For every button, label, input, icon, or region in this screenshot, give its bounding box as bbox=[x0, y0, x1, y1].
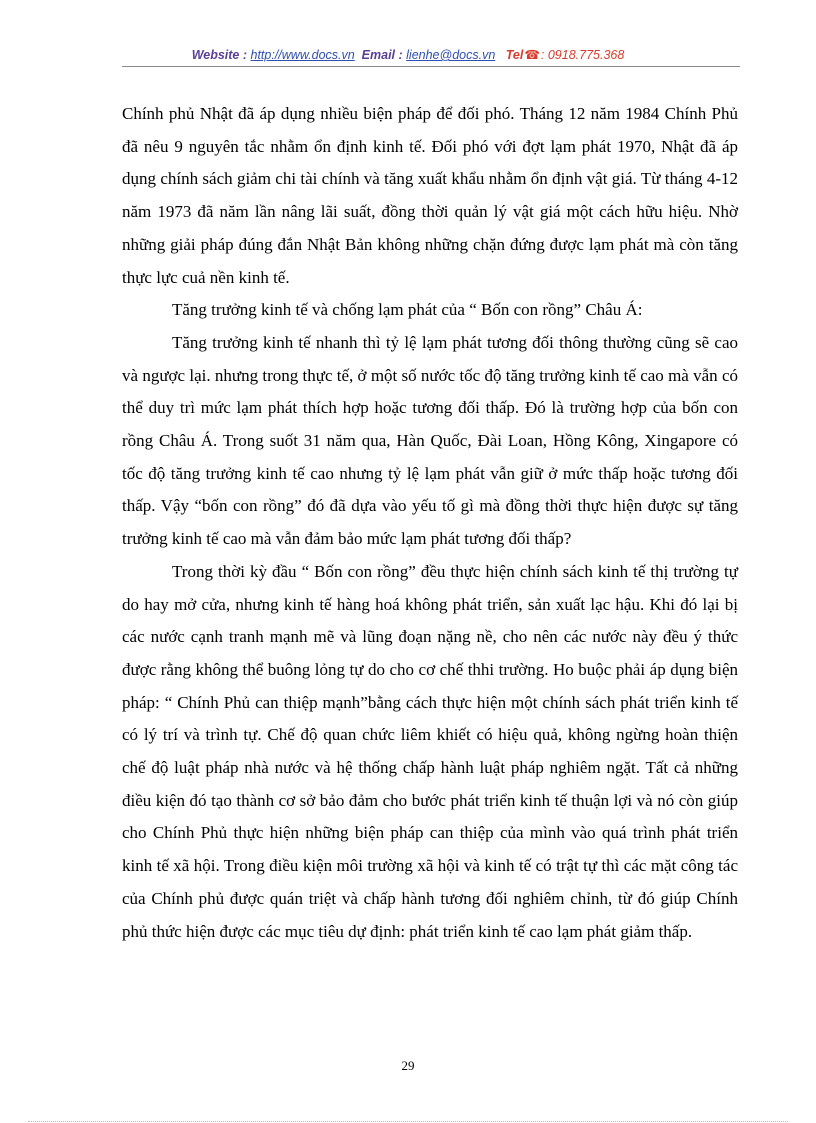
phone-icon: ☎ bbox=[524, 48, 540, 62]
website-label: Website bbox=[191, 48, 240, 62]
page-bottom-border bbox=[28, 1121, 788, 1122]
tel-label: Tel bbox=[505, 48, 524, 62]
header-divider bbox=[122, 66, 740, 67]
document-body bbox=[122, 98, 738, 948]
tel-number: : 0918.775.368 bbox=[540, 48, 625, 62]
section-heading: Tăng trưởng kinh tế và chống lạm phát của “ Bốn con rồng” Châu Á: bbox=[172, 300, 643, 320]
email-link[interactable]: lienhe@docs.vn bbox=[406, 48, 496, 62]
email-separator: : bbox=[395, 48, 407, 62]
page-number: 29 bbox=[401, 1058, 415, 1073]
email-label: Email bbox=[361, 48, 396, 62]
page-header bbox=[0, 46, 816, 64]
website-separator: : bbox=[239, 48, 251, 62]
body-paragraph: Tăng trưởng kinh tế nhanh thì tỷ lệ lạm phát tương đối thông thường cũng sẽ cao và ngược lại. nhưng trong thực tế, ở một số nước tốc độ tăng trưởng kinh tế cao mà vẫn có thể duy trì mức lạm phát thích hợp hoặc tương đối thấp. Đó là trường hợp của bốn con rồng Châu Á. Trong suốt 31 năm qua, Hàn Quốc, Đài Loan, Hồng Kông, Xingapore có tốc độ tăng trưởng kinh tế cao nhưng tỷ lệ lạm phát vẫn giữ ở mức thấp hoặc tương đối thấp. Vậy “bốn con rồng” đó đã dựa vào yếu tố gì mà đồng thời thực hiện được sự tăng trưởng kinh tế cao mà vẫn đảm bảo mức lạm phát tương đối thấp? bbox=[122, 332, 738, 549]
website-link[interactable]: http://www.docs.vn bbox=[250, 48, 355, 62]
body-paragraph: Chính phủ Nhật đã áp dụng nhiều biện pháp để đối phó. Tháng 12 năm 1984 Chính Phủ đã nêu 9 nguyên tắc nhằm ổn định kinh tế. Đối phó với đợt lạm phát 1970, Nhật đã áp dụng chính sách giảm chi tài chính và tăng xuất khẩu nhằm ổn định vật giá. Từ tháng 4-12 năm 1973 đã năm lần nâng lãi suất, đồng thời quản lý vật giá một cách hữu hiệu. Nhờ những giải pháp đúng đắn Nhật Bản không những chặn đứng được lạm phát mà còn tăng thực lực cuả nền kinh tế. bbox=[122, 104, 738, 287]
body-paragraph: Trong thời kỳ đầu “ Bốn con rồng” đều thực hiện chính sách kinh tế thị trường tự do hay mở cửa, nhưng kinh tế hàng hoá không phát triển, sản xuất lạc hậu. Khi đó lại bị các nước cạnh tranh mạnh mẽ và lũng đoạn nặng nề, cho nên các nước này đều ý thức được rằng không thể buông lỏng tự do cho cơ chế thhi trường. Ho buộc phải áp dụng biện pháp: “ Chính Phủ can thiệp mạnh”bằng cách thực hiện một chính sách phát triển kinh tế có lý trí và trình tự. Chế độ quan chức liêm khiết có hiệu quả, không ngừng hoàn thiện chế độ luật pháp nhà nước và hệ thống chấp hành luật pháp nghiêm ngặt. Tất cả những điều kiện đó tạo thành cơ sở bảo đảm cho bước phát triển kinh tế thuận lợi và nó còn giúp cho Chính Phủ thực hiện những biện pháp can thiệp của mình vào quá trình phát triển kinh tế xã hội. Trong điều kiện môi trường xã hội và kinh tế có trật tự thì các mặt công tác của Chính phủ được quán triệt và chấp hành tương đối nghiêm chỉnh, từ đó giúp Chính phủ thức hiện được các mục tiêu dự định: phát triển kinh tế cao lạm phát giảm thấp. bbox=[122, 561, 738, 941]
